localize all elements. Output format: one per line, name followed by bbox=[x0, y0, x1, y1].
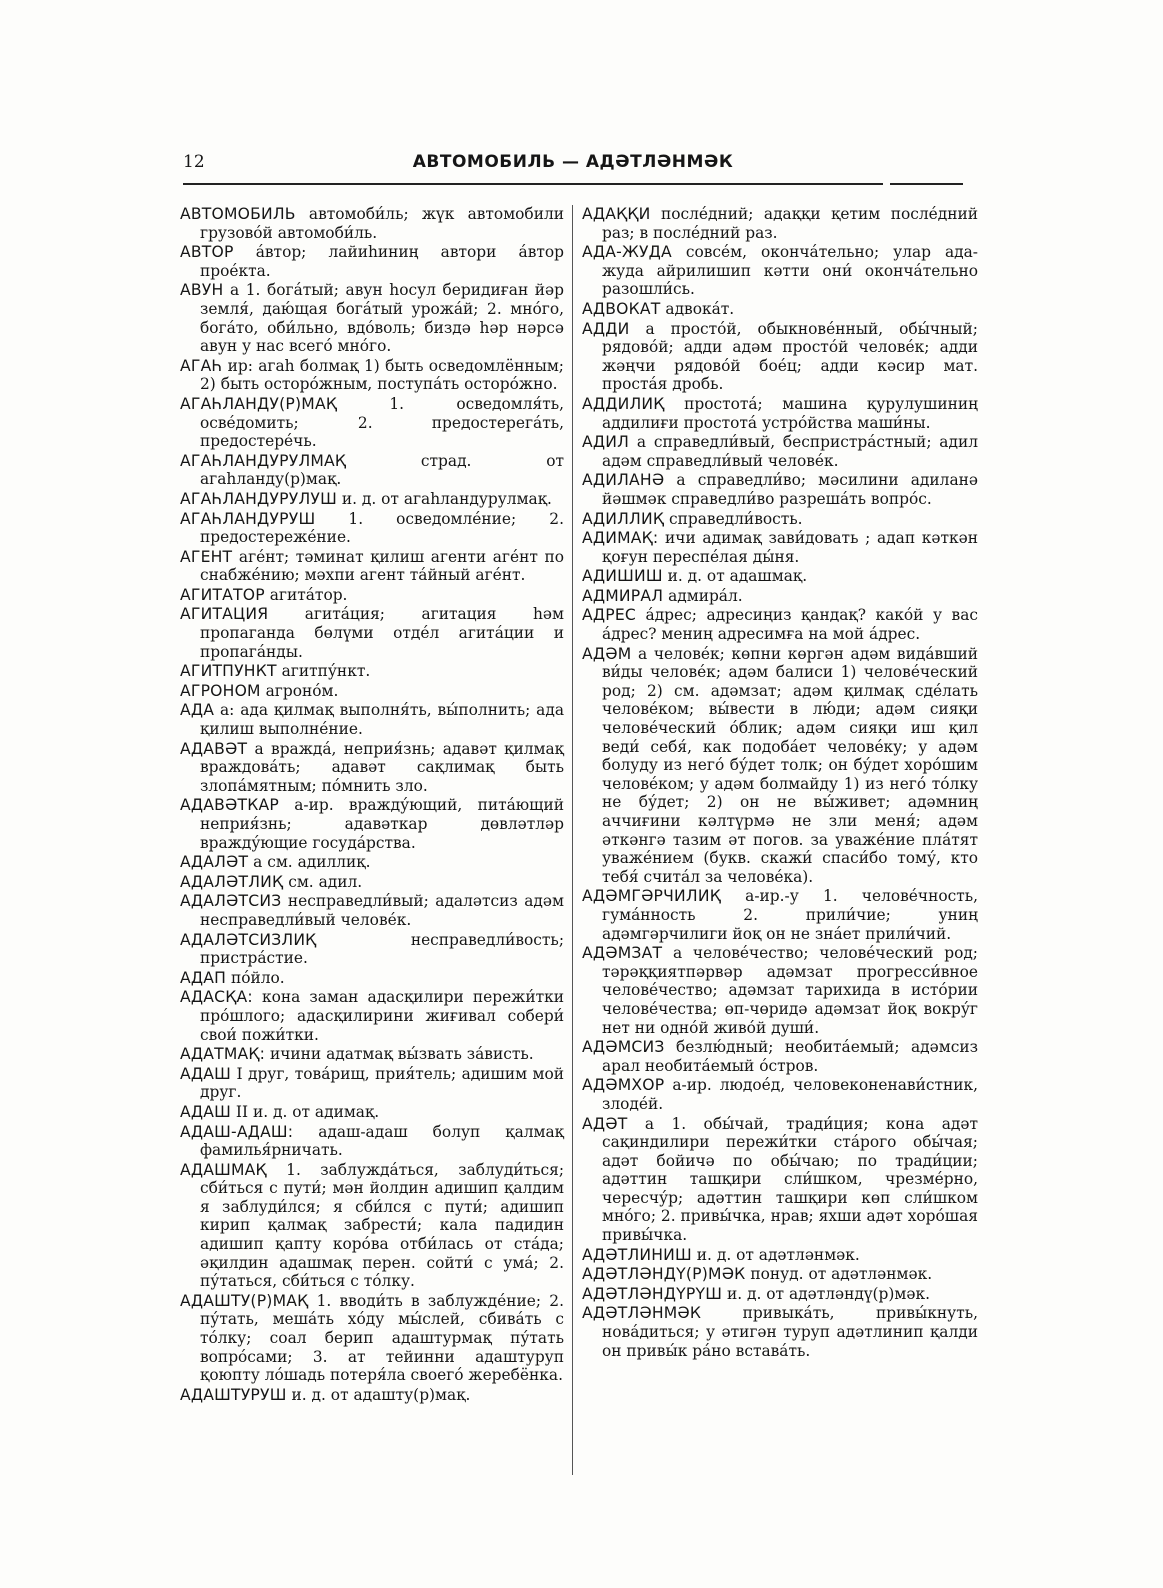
entry-headword: АДӘМЗАТ bbox=[582, 944, 663, 963]
entry-definition: ичини адатмақ вы́звать за́висть. bbox=[265, 1045, 534, 1064]
entry-definition: а-ир.-у 1. челове́чность, гума́нность 2. прили́чие; униң адәмгәрчилиги йоқ он не зна́ет прили́чий. bbox=[602, 887, 978, 943]
entry-headword: АДИЛЛИҚ bbox=[582, 509, 665, 528]
dictionary-entry bbox=[582, 1076, 978, 1113]
dictionary-entry bbox=[582, 529, 978, 566]
entry-definition: страд. от агаһланду(р)мақ. bbox=[200, 451, 564, 489]
entry-definition: I друг, това́рищ, прия́тель; адишим мой друг. bbox=[200, 1064, 564, 1102]
dictionary-entry bbox=[582, 205, 978, 242]
dictionary-entry bbox=[582, 1304, 978, 1360]
dictionary-entry bbox=[180, 1065, 564, 1102]
dictionary-entry bbox=[582, 300, 978, 319]
entry-definition: аге́нт; тәминат қилиш агенти аге́нт по снабже́нию; мәхпи агент та́йный аге́нт. bbox=[200, 547, 564, 585]
entry-headword: АГРОНОМ bbox=[180, 681, 261, 700]
entry-definition: агитпу́нкт. bbox=[276, 662, 371, 681]
entry-headword: АДАШ bbox=[180, 1064, 231, 1083]
entry-definition: а челове́чество; челове́ческий род; тәрәққиятпәрвәр адәмзат прогресси́вное челове́чество; адәмзат тарихида в исто́рии челове́чества; өп-чөридә адәмзат йоқ вокру́г нет ни одно́й живо́й души́. bbox=[602, 944, 978, 1037]
entry-headword: АГЕНТ bbox=[180, 547, 233, 566]
entry-headword: АДИМАҚ: bbox=[582, 529, 659, 548]
entry-headword: АДИЛ bbox=[582, 433, 630, 452]
entry-definition: а: ада қилмақ выполня́ть, вы́полнить; ада қилиш выполне́ние. bbox=[200, 701, 564, 739]
dictionary-entry bbox=[180, 605, 564, 661]
entry-definition: 1. вводи́ть в заблужде́ние; 2. пу́тать, меша́ть хо́ду мы́слей, сбива́ть с то́лку; соал берип адаштурмақ пу́тать вопро́сами; 3. ат тейинни адаштуруп қоюпту ло́шадь потеря́ла своего́ жеребёнка. bbox=[200, 1291, 564, 1385]
entry-headword: АДА bbox=[180, 701, 215, 720]
entry-definition: несправедли́вый; адаләтсиз адәм несправедли́вый челове́к. bbox=[200, 892, 564, 929]
entry-definition: несправедли́вость; пристра́стие. bbox=[200, 930, 564, 968]
entry-headword: АДАЛӘТСИЗ bbox=[180, 892, 282, 911]
entry-headword: АДДИ bbox=[582, 319, 630, 338]
dictionary-entry bbox=[582, 1115, 978, 1245]
dictionary-entry bbox=[180, 701, 564, 738]
entry-headword: АВУН bbox=[180, 281, 224, 300]
dictionary-entry bbox=[582, 587, 978, 606]
entry-definition: см. адил. bbox=[283, 872, 363, 891]
entry-definition: II и. д. от адимақ. bbox=[231, 1102, 380, 1121]
entry-headword: АДАЛӘТСИЗЛИҚ bbox=[180, 930, 317, 949]
dictionary-entry bbox=[180, 586, 564, 605]
dictionary-entry bbox=[180, 988, 564, 1044]
entry-headword: АДӘТЛИНИШ bbox=[582, 1245, 692, 1264]
entry-headword: АДӘТ bbox=[582, 1114, 628, 1133]
entry-definition: привыка́ть, привы́кнуть, нова́диться; у әтигән туруп адәтлинип қалди он привы́к ра́но встава́ть. bbox=[602, 1304, 978, 1360]
entry-definition: а́дрес; адресиңиз қандақ? како́й у вас а́дрес? мениң адресимға на мой а́дрес. bbox=[602, 606, 978, 644]
entry-headword: АДАП bbox=[180, 968, 227, 987]
entry-headword: АГАҺЛАНДУРУЛУШ bbox=[180, 489, 337, 508]
dictionary-entry bbox=[180, 969, 564, 988]
dictionary-entry bbox=[180, 452, 564, 489]
dictionary-entry bbox=[582, 645, 978, 887]
dictionary-entry bbox=[180, 1103, 564, 1122]
entry-definition: понуд. от адәтләнмәк. bbox=[745, 1265, 933, 1284]
dictionary-entry bbox=[180, 1292, 564, 1385]
entry-headword: АДӘТЛӘНДҮРҮШ bbox=[582, 1284, 723, 1303]
page-number: 12 bbox=[183, 152, 205, 172]
entry-definition: а справедли́вый, беспристра́стный; адил адәм справедли́вый челове́к. bbox=[602, 433, 978, 470]
entry-headword: АГИТАЦИЯ bbox=[180, 605, 269, 624]
entry-definition: справедли́вость. bbox=[664, 509, 803, 528]
entry-headword: АДАСҚА: bbox=[180, 988, 253, 1007]
entry-headword: АДАЛӘТ bbox=[180, 853, 249, 872]
right-column bbox=[582, 205, 978, 1361]
dictionary-entry bbox=[180, 682, 564, 701]
entry-definition: и. д. от адәтләнмәк. bbox=[691, 1245, 860, 1264]
dictionary-entry bbox=[582, 471, 978, 508]
entry-headword: АГАҺЛАНДУРУШ bbox=[180, 509, 316, 528]
entry-headword: АДВОКАТ bbox=[582, 299, 661, 318]
entry-headword: АДМИРАЛ bbox=[582, 586, 664, 605]
entry-headword: АДАШ-АДАШ: bbox=[180, 1122, 294, 1141]
dictionary-entry bbox=[180, 740, 564, 796]
dictionary-entry bbox=[582, 944, 978, 1037]
dictionary-entry bbox=[582, 887, 978, 943]
entry-headword: АДӘМХОР bbox=[582, 1076, 665, 1095]
header-rule bbox=[183, 183, 883, 185]
page-header bbox=[183, 150, 963, 180]
entry-definition: адвока́т. bbox=[660, 299, 735, 318]
entry-definition: а-ир. вражду́ющий, пита́ющий неприя́знь; адавәткар дөвләтләр вражду́ющие госуда́рства. bbox=[200, 796, 564, 852]
dictionary-entry bbox=[582, 320, 978, 394]
column-divider bbox=[572, 205, 573, 1475]
entry-definition: 1. осведомля́ть, осве́домить; 2. предостерега́ть, предостере́чь. bbox=[200, 394, 564, 451]
entry-headword: АДАТМАҚ: bbox=[180, 1045, 266, 1064]
entry-headword: АДРЕС bbox=[582, 606, 636, 625]
dictionary-entry bbox=[180, 853, 564, 872]
entry-headword: АДАВӘТКАР bbox=[180, 796, 279, 815]
entry-headword: АДАШМАҚ bbox=[180, 1160, 267, 1179]
header-rule-short bbox=[890, 183, 963, 185]
entry-definition: агита́ция; агитация һәм пропаганда бөлүми отде́л агита́ции и пропага́нды. bbox=[200, 605, 564, 661]
entry-definition: 1. осведомле́ние; 2. предостереже́ние. bbox=[200, 509, 564, 547]
entry-definition: а просто́й, обыкнове́нный, обы́чный; рядово́й; адди адәм просто́й челове́к; адди жәңчи рядово́й бое́ц; адди кәсир мат. проста́я дробь. bbox=[602, 319, 978, 394]
entry-headword: АДАШТУРУШ bbox=[180, 1385, 287, 1404]
entry-definition: и. д. от адашмақ. bbox=[662, 567, 808, 586]
dictionary-entry bbox=[180, 1045, 564, 1064]
entry-definition: простота́; машина қурулушиниң аддилиғи простота́ устро́йства маши́ны. bbox=[602, 394, 978, 432]
dictionary-entry bbox=[180, 548, 564, 585]
entry-headword: АДАҚҚИ bbox=[582, 205, 651, 223]
entry-definition: после́дний; адаққи қетим после́дний раз; в после́дний раз. bbox=[602, 205, 978, 242]
dictionary-entry bbox=[180, 357, 564, 394]
entry-definition: кона заман адасқилири пережи́тки про́шлого; адасқилирини жиғивал собери́ свои́ пожи́тки. bbox=[200, 988, 564, 1044]
dictionary-entry bbox=[180, 395, 564, 451]
entry-definition: и. д. от адашту(р)мақ. bbox=[286, 1385, 471, 1404]
entry-headword: АДДИЛИҚ bbox=[582, 394, 665, 413]
entry-headword: АГАҺЛАНДУРУЛМАҚ bbox=[180, 451, 347, 470]
entry-definition: а-ир. людое́д, человеконенави́стник, злоде́й. bbox=[602, 1076, 978, 1113]
entry-headword: АВТОМОБИЛЬ bbox=[180, 205, 296, 223]
dictionary-entry bbox=[582, 510, 978, 529]
entry-definition: 1. заблужда́ться, заблуди́ться; сби́ться с пути́; мән йолдин адишип қалдим я заблуди́лся; я сби́лся с пути́; адишип кирип қалмақ забрести́; кала падидин адишип қапту коро́ва отби́лась от ста́да; әқилдин адашмақ перен. сойти́ с ума́; 2. пу́таться, сби́ться с то́лку. bbox=[200, 1160, 564, 1291]
entry-definition: и. д. от адәтләндү(р)мәк. bbox=[722, 1284, 931, 1303]
entry-headword: АДАШТУ(Р)МАҚ bbox=[180, 1291, 309, 1310]
entry-headword: АДӘМСИЗ bbox=[582, 1038, 665, 1057]
dictionary-entry bbox=[180, 1123, 564, 1160]
dictionary-entry bbox=[180, 892, 564, 929]
entry-headword: АДАВӘТ bbox=[180, 739, 248, 758]
dictionary-entry bbox=[582, 1265, 978, 1284]
entry-headword: АДАШ bbox=[180, 1102, 231, 1121]
entry-headword: АГАҺЛАНДУ(Р)МАҚ bbox=[180, 394, 338, 413]
left-column bbox=[180, 205, 564, 1405]
dictionary-entry bbox=[180, 931, 564, 968]
dictionary-entry bbox=[180, 1386, 564, 1405]
entry-definition: адмира́л. bbox=[663, 586, 743, 605]
dictionary-entry bbox=[180, 662, 564, 681]
entry-definition: а вражда́, неприя́знь; адавәт қилмақ враждова́ть; адавәт сақлимақ быть злопа́мятным; по́мнить зло. bbox=[200, 739, 564, 795]
entry-definition: а 1. бога́тый; авун һосул беридиған йәр земля́, даю́щая бога́тый урожа́й; 2. мно́го, бога́то, оби́льно, вдо́воль; биздә һәр нәрсә авун у нас всего́ мно́го. bbox=[200, 281, 564, 356]
entry-definition: ичи адимақ зави́довать ; адап кәткән қоғун переспе́лая ды́ня. bbox=[602, 529, 978, 566]
entry-headword: АГИТАТОР bbox=[180, 585, 265, 604]
dictionary-entry bbox=[582, 433, 978, 470]
entry-definition: автомоби́ль; жүк автомобили грузово́й автомоби́ль. bbox=[200, 205, 564, 242]
dictionary-entry bbox=[180, 1161, 564, 1291]
entry-headword: АГИТПУНКТ bbox=[180, 662, 277, 681]
entry-definition: по́йло. bbox=[226, 968, 285, 987]
running-head: АВТОМОБИЛЬ — АДӘТЛӘНМӘК bbox=[412, 152, 734, 172]
entry-definition: а челове́к; көпни көргән адәм вида́вший ви́ды челове́к; адәм балиси 1) челове́ческий род; 2) см. адәмзат; адәм қилмақ сде́лать челове́ком; вы́вести в лю́ди; адәм сияқи челове́ческий о́блик; адәм сияқи иш қил веди́ себя́, как подоба́ет челове́ку; у адәм болуду из него́ бу́дет толк; он бу́дет хоро́шим челове́ком; у адәм болмайду 1) из него́ то́лку не бу́дет; 2) он не вы́живет; адәмниң аччиғини кәлтүрмә не зли меня́; адәм әткәнгә тазим әт погов. за уваже́ние пла́тят уваже́нием (букв. скажи́ спаси́бо тому́, кто тебя́ счита́л за челове́ка). bbox=[602, 644, 978, 886]
entry-headword: АДА-ЖУДА bbox=[582, 243, 672, 262]
dictionary-entry bbox=[582, 1246, 978, 1265]
dictionary-entry bbox=[582, 567, 978, 586]
entry-definition: агита́тор. bbox=[264, 585, 348, 604]
entry-definition: безлю́дный; необита́емый; адәмсиз арал необита́емый о́стров. bbox=[602, 1038, 978, 1075]
entry-definition: а см. адиллиқ. bbox=[248, 853, 371, 872]
dictionary-entry bbox=[180, 205, 564, 242]
entry-definition: агроно́м. bbox=[260, 681, 339, 700]
entry-definition: адаш-адаш болуп қалмақ фамилья́рничать. bbox=[200, 1122, 564, 1160]
entry-headword: АГАҺ bbox=[180, 356, 223, 375]
dictionary-entry bbox=[180, 796, 564, 852]
entry-definition: а́втор; лайиһиниң автори а́втор прое́кта. bbox=[200, 243, 564, 280]
dictionary-entry bbox=[582, 243, 978, 299]
entry-definition: а справедли́во; мәсилини адиланә йәшмәк справедли́во разреша́ть вопро́с. bbox=[602, 471, 978, 508]
entry-definition: и. д. от агаһландурулмақ. bbox=[336, 489, 552, 508]
dictionary-entry bbox=[582, 395, 978, 432]
entry-headword: АДӘТЛӘНМӘК bbox=[582, 1304, 702, 1323]
dictionary-entry bbox=[582, 1038, 978, 1075]
entry-headword: АДИЛАНӘ bbox=[582, 471, 665, 490]
entry-definition: совсе́м, оконча́тельно; улар ада-жуда айрилишип кәтти они́ оконча́тельно разошли́сь. bbox=[602, 243, 978, 299]
entry-definition: ир: агаһ болмақ 1) быть осведомлённым; 2) быть осторо́жным, поступа́ть осторо́жно. bbox=[200, 356, 564, 394]
dictionary-entry bbox=[180, 490, 564, 509]
dictionary-entry bbox=[180, 873, 564, 892]
entry-headword: АДИШИШ bbox=[582, 567, 663, 586]
dictionary-entry bbox=[582, 606, 978, 643]
dictionary-entry bbox=[180, 243, 564, 280]
entry-headword: АДАЛӘТЛИҚ bbox=[180, 872, 284, 891]
dictionary-entry bbox=[180, 281, 564, 355]
entry-headword: АДӘТЛӘНДҮ(Р)МӘК bbox=[582, 1265, 746, 1284]
dictionary-entry bbox=[582, 1285, 978, 1304]
entry-headword: АВТОР bbox=[180, 243, 234, 262]
dictionary-entry bbox=[180, 510, 564, 547]
entry-definition: а 1. обы́чай, тради́ция; кона адәт сақиндилири пережи́тки ста́рого обы́чая; адәт бойичә по обы́чаю; по тради́ции; адәттин ташқири сли́шком, чрезме́рно, чересчу́р; адәттин ташқири көп сли́шком мно́го; 2. привы́чка, нрав; яхши адәт хоро́шая привы́чка. bbox=[602, 1114, 978, 1245]
entry-headword: АДӘМ bbox=[582, 644, 632, 663]
entry-headword: АДӘМГӘРЧИЛИҚ bbox=[582, 887, 721, 906]
